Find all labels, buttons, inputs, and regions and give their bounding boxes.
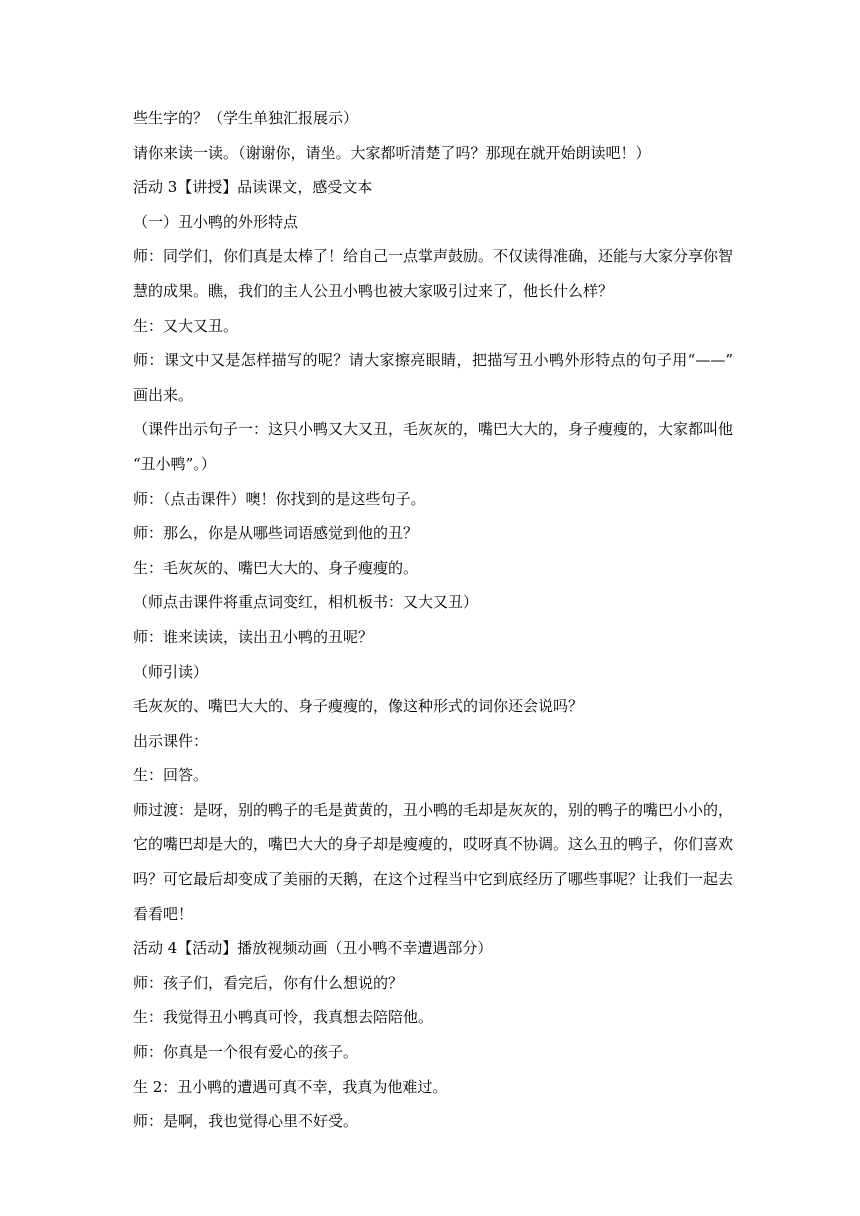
text-line: 慧的成果。瞧，我们的主人公丑小鸭也被大家吸引过来了，他长什么样？ <box>133 281 614 300</box>
text-line: 生：又大又丑。 <box>133 316 239 335</box>
text-line: 师：谁来读读，读出丑小鸭的丑呢？ <box>133 627 374 646</box>
text-line: 师：孩子们，看完后，你有什么想说的？ <box>133 973 404 992</box>
text-line: 生 2：丑小鸭的遭遇可真不幸，我真为他难过。 <box>133 1077 448 1096</box>
text-line: （师点击课件将重点词变红，相机板书：又大又丑） <box>133 593 479 612</box>
text-line: （师引读） <box>133 662 209 681</box>
text-line: 看看吧！ <box>133 904 194 923</box>
subsection-heading: （一）丑小鸭的外形特点 <box>133 212 299 231</box>
text-line: 师过渡：是呀，别的鸭子的毛是黄黄的，丑小鸭的毛却是灰灰的，别的鸭子的嘴巴小小的， <box>133 800 734 819</box>
text-line: 师：课文中又是怎样描写的呢？请大家擦亮眼睛，把描写丑小鸭外形特点的句子用“——” <box>133 351 733 370</box>
text-line: 生：毛灰灰的、嘴巴大大的、身子瘦瘦的。 <box>133 558 419 577</box>
text-line: 请你来读一读。（谢谢你，请坐。大家都听清楚了吗？那现在就开始朗读吧！） <box>133 143 651 162</box>
text-line: 出示课件： <box>133 731 209 750</box>
text-line: 生：我觉得丑小鸭真可怜，我真想去陪陪他。 <box>133 1008 434 1027</box>
text-line: 师：是啊，我也觉得心里不好受。 <box>133 1112 359 1131</box>
text-line: 师：那么，你是从哪些词语感觉到他的丑？ <box>133 524 419 543</box>
text-line: 生：回答。 <box>133 766 209 785</box>
text-line: 吗？可它最后却变成了美丽的天鹅，在这个过程当中它到底经历了哪些事呢？让我们一起去 <box>133 870 734 889</box>
section-heading: 活动 3【讲授】品读课文，感受文本 <box>133 178 373 197</box>
text-line: （课件出示句子一：这只小鸭又大又丑，毛灰灰的，嘴巴大大的，身子瘦瘦的，大家都叫他 <box>133 420 734 439</box>
text-line: 师：你真是一个很有爱心的孩子。 <box>133 1043 359 1062</box>
text-line: 它的嘴巴却是大的，嘴巴大大的身子却是瘦瘦的，哎呀真不协调。这么丑的鸭子，你们喜欢 <box>133 835 734 854</box>
text-line: 师：同学们，你们真是太棒了！给自己一点掌声鼓励。不仅读得准确，还能与大家分享你智 <box>133 247 734 266</box>
text-line: 画出来。 <box>133 385 194 404</box>
document-body <box>133 106 733 1144</box>
text-line: “丑小鸭”。） <box>133 454 216 473</box>
text-line: 毛灰灰的、嘴巴大大的、身子瘦瘦的，像这种形式的词你还会说吗？ <box>133 697 584 716</box>
text-line: 些生字的？（学生单独汇报展示） <box>133 109 359 127</box>
text-line: 师：（点击课件）噢！你找到的是这些句子。 <box>133 489 426 508</box>
section-heading: 活动 4【活动】播放视频动画（丑小鸭不幸遭遇部分） <box>133 939 493 958</box>
